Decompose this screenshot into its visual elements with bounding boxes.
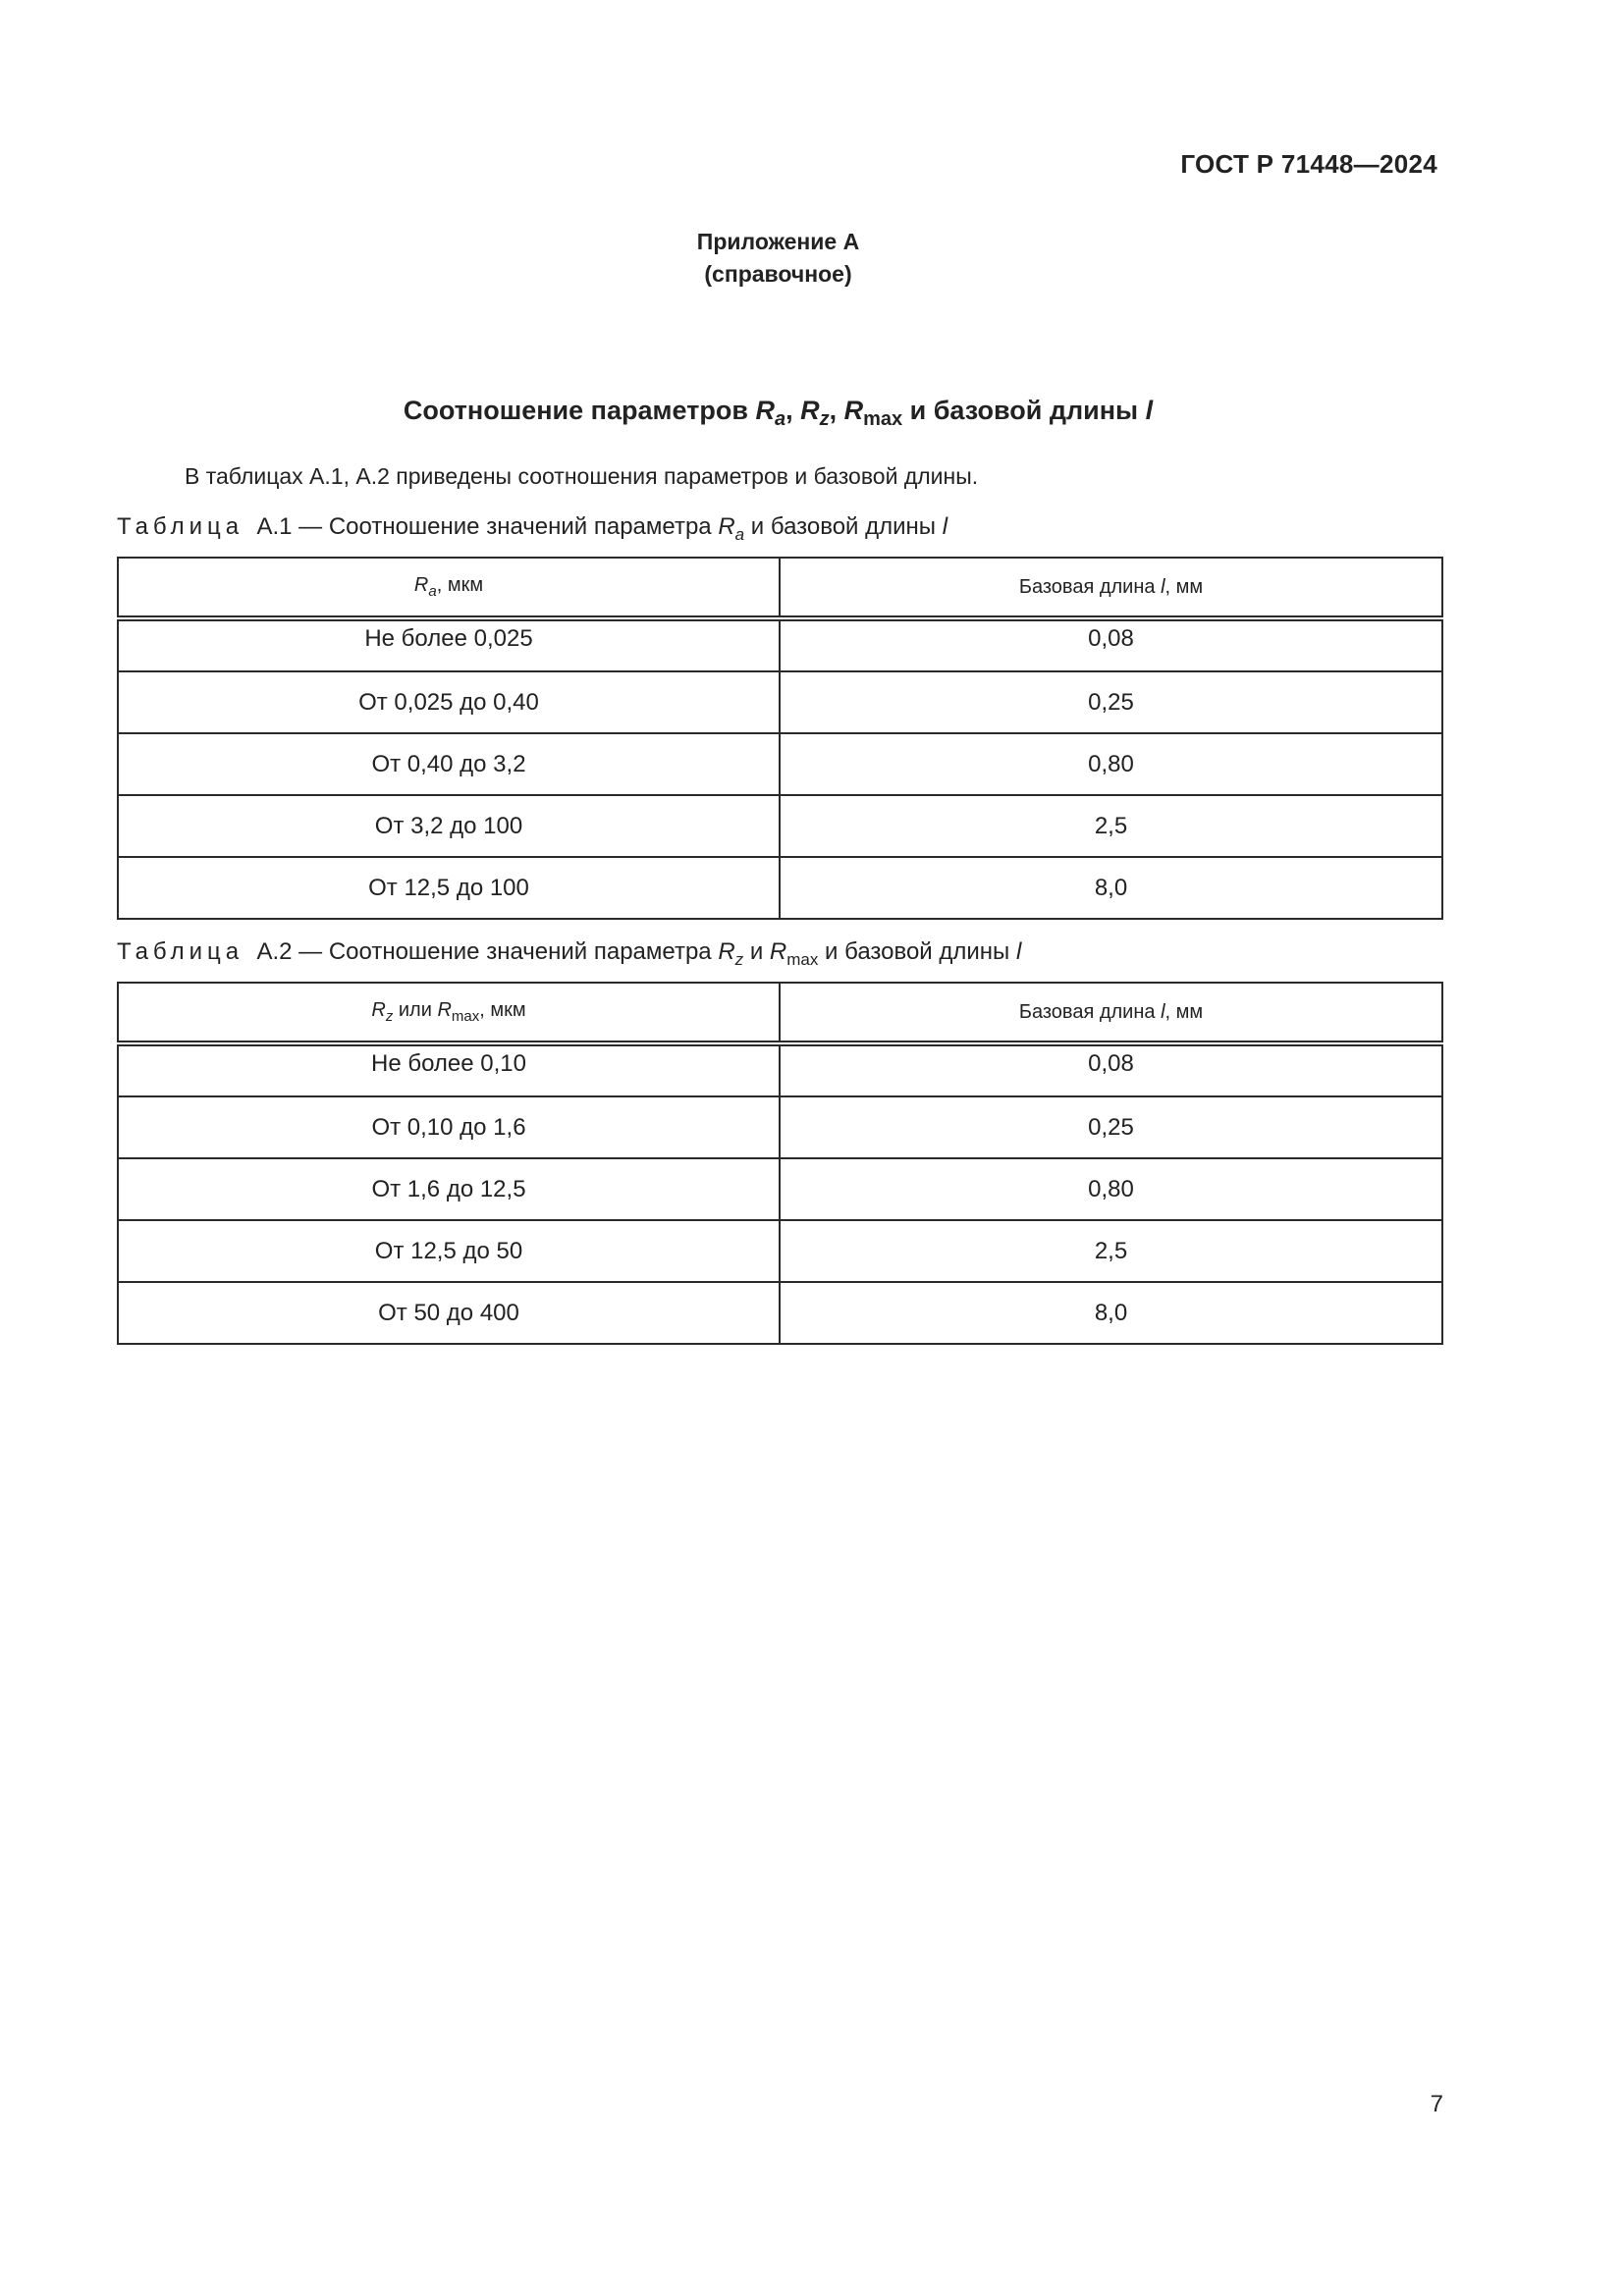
table1-col-length-header (780, 558, 1442, 618)
table2-col-param-symbol: R (371, 999, 386, 1021)
table1-param-cell: От 3,2 до 100 (118, 795, 780, 857)
section-rmax-sub: max (863, 408, 903, 430)
table2-param-cell: От 50 до 400 (118, 1282, 780, 1344)
table2-caption-param2: R (769, 938, 787, 965)
table1-length-cell: 2,5 (780, 795, 1442, 857)
appendix-heading (0, 226, 1556, 291)
table2-length-cell: 0,80 (780, 1158, 1442, 1220)
table2-length-cell: 0,08 (780, 1043, 1442, 1096)
table1-caption-param: R (718, 513, 735, 540)
table2-param-cell: От 1,6 до 12,5 (118, 1158, 780, 1220)
table1-caption-tail: и базовой длины (750, 513, 937, 540)
table2-caption-text: — Соотношение значений параметра (298, 938, 712, 965)
table1-param-cell: От 0,40 до 3,2 (118, 733, 780, 795)
section-rmax-symbol: R (843, 396, 864, 425)
table2-param-cell: От 12,5 до 50 (118, 1220, 780, 1282)
table1-param-cell: От 12,5 до 100 (118, 857, 780, 919)
table2-col-param-header (118, 983, 780, 1043)
table2-col-length-label: Базовая длина (1018, 1000, 1156, 1023)
table1-col-param-header (118, 558, 780, 618)
table-row (118, 1220, 1442, 1282)
table-row (118, 1043, 1442, 1096)
table1-col-length-unit: , мм (1164, 575, 1204, 598)
table1-length-cell: 8,0 (780, 857, 1442, 919)
table2-col-length-unit: , мм (1164, 1000, 1204, 1023)
section-rz-sub: z (819, 408, 830, 430)
table1-caption-length: l (942, 513, 948, 540)
table1-col-param-symbol: R (413, 574, 429, 596)
table-row (118, 1096, 1442, 1158)
section-title-suffix: и базовой длины (909, 396, 1139, 425)
table1-caption (117, 513, 947, 545)
section-ra-symbol: R (755, 396, 775, 425)
table2-label: Таблица (117, 938, 244, 965)
table1-col-param-unit: , мкм (436, 574, 484, 596)
table2-length-cell: 2,5 (780, 1220, 1442, 1282)
table-row (118, 733, 1442, 795)
section-ra-sub: a (774, 408, 786, 430)
table2-caption-tail: и базовой длины (825, 938, 1010, 965)
table2-number: А.2 (256, 938, 293, 965)
table2-header-row (118, 983, 1442, 1043)
table1-length-cell: 0,80 (780, 733, 1442, 795)
table2-col-length-header (780, 983, 1442, 1043)
page-number: 7 (1430, 2091, 1443, 2117)
table1-caption-param-sub: a (734, 525, 745, 544)
table-row (118, 1158, 1442, 1220)
table2-col-param-or: или (398, 999, 432, 1021)
table1-label: Таблица (117, 513, 244, 540)
table2-col-param-sub2: max (451, 1008, 480, 1025)
appendix-title: Приложение А (696, 229, 860, 254)
table2-caption-param1-sub: z (734, 950, 744, 969)
table2-col-length-symbol: l (1161, 1000, 1165, 1023)
table-row (118, 618, 1442, 671)
table-row (118, 671, 1442, 733)
section-rz-symbol: R (800, 396, 820, 425)
table2-length-cell: 0,25 (780, 1096, 1442, 1158)
table-row (118, 1282, 1442, 1344)
table2-col-param-sub: z (385, 1008, 394, 1025)
table2-caption-length: l (1015, 938, 1022, 965)
table2-caption-param2-sub: max (786, 950, 819, 969)
table2-caption-param1: R (718, 938, 735, 965)
table1-length-cell: 0,25 (780, 671, 1442, 733)
table2-caption-and: и (749, 938, 764, 965)
table1-col-param-sub: a (428, 583, 437, 600)
table1-col-length-label: Базовая длина (1018, 575, 1156, 598)
table1 (117, 557, 1443, 920)
table2-col-param-unit: , мкм (479, 999, 526, 1021)
table1-param-cell: Не более 0,025 (118, 618, 780, 671)
section-title: Соотношение параметров $R_a$, $R_z$, $R_{max}$ и базовой длины l (403, 396, 1154, 430)
table1-col-length-symbol: l (1161, 575, 1165, 598)
table1-caption-text: — Соотношение значений параметра (298, 513, 712, 540)
table1-number: А.1 (256, 513, 293, 540)
table2-param-cell: От 0,10 до 1,6 (118, 1096, 780, 1158)
section-title-prefix: Соотношение параметров (403, 396, 748, 425)
table1-header-row (118, 558, 1442, 618)
table2-col-param-symbol2: R (437, 999, 452, 1021)
table-row (118, 795, 1442, 857)
table-row (118, 857, 1442, 919)
intro-paragraph: В таблицах А.1, А.2 приведены соотношения параметров и базовой длины. (185, 463, 979, 489)
table2-length-cell: 8,0 (780, 1282, 1442, 1344)
table2-param-cell: Не более 0,10 (118, 1043, 780, 1096)
table2 (117, 982, 1443, 1345)
table2-caption (117, 938, 1021, 970)
appendix-subtitle: (справочное) (704, 261, 852, 287)
table1-length-cell: 0,08 (780, 618, 1442, 671)
standard-number: ГОСТ Р 71448—2024 (1180, 149, 1437, 179)
table1-param-cell: От 0,025 до 0,40 (118, 671, 780, 733)
section-length-symbol: l (1145, 396, 1154, 425)
